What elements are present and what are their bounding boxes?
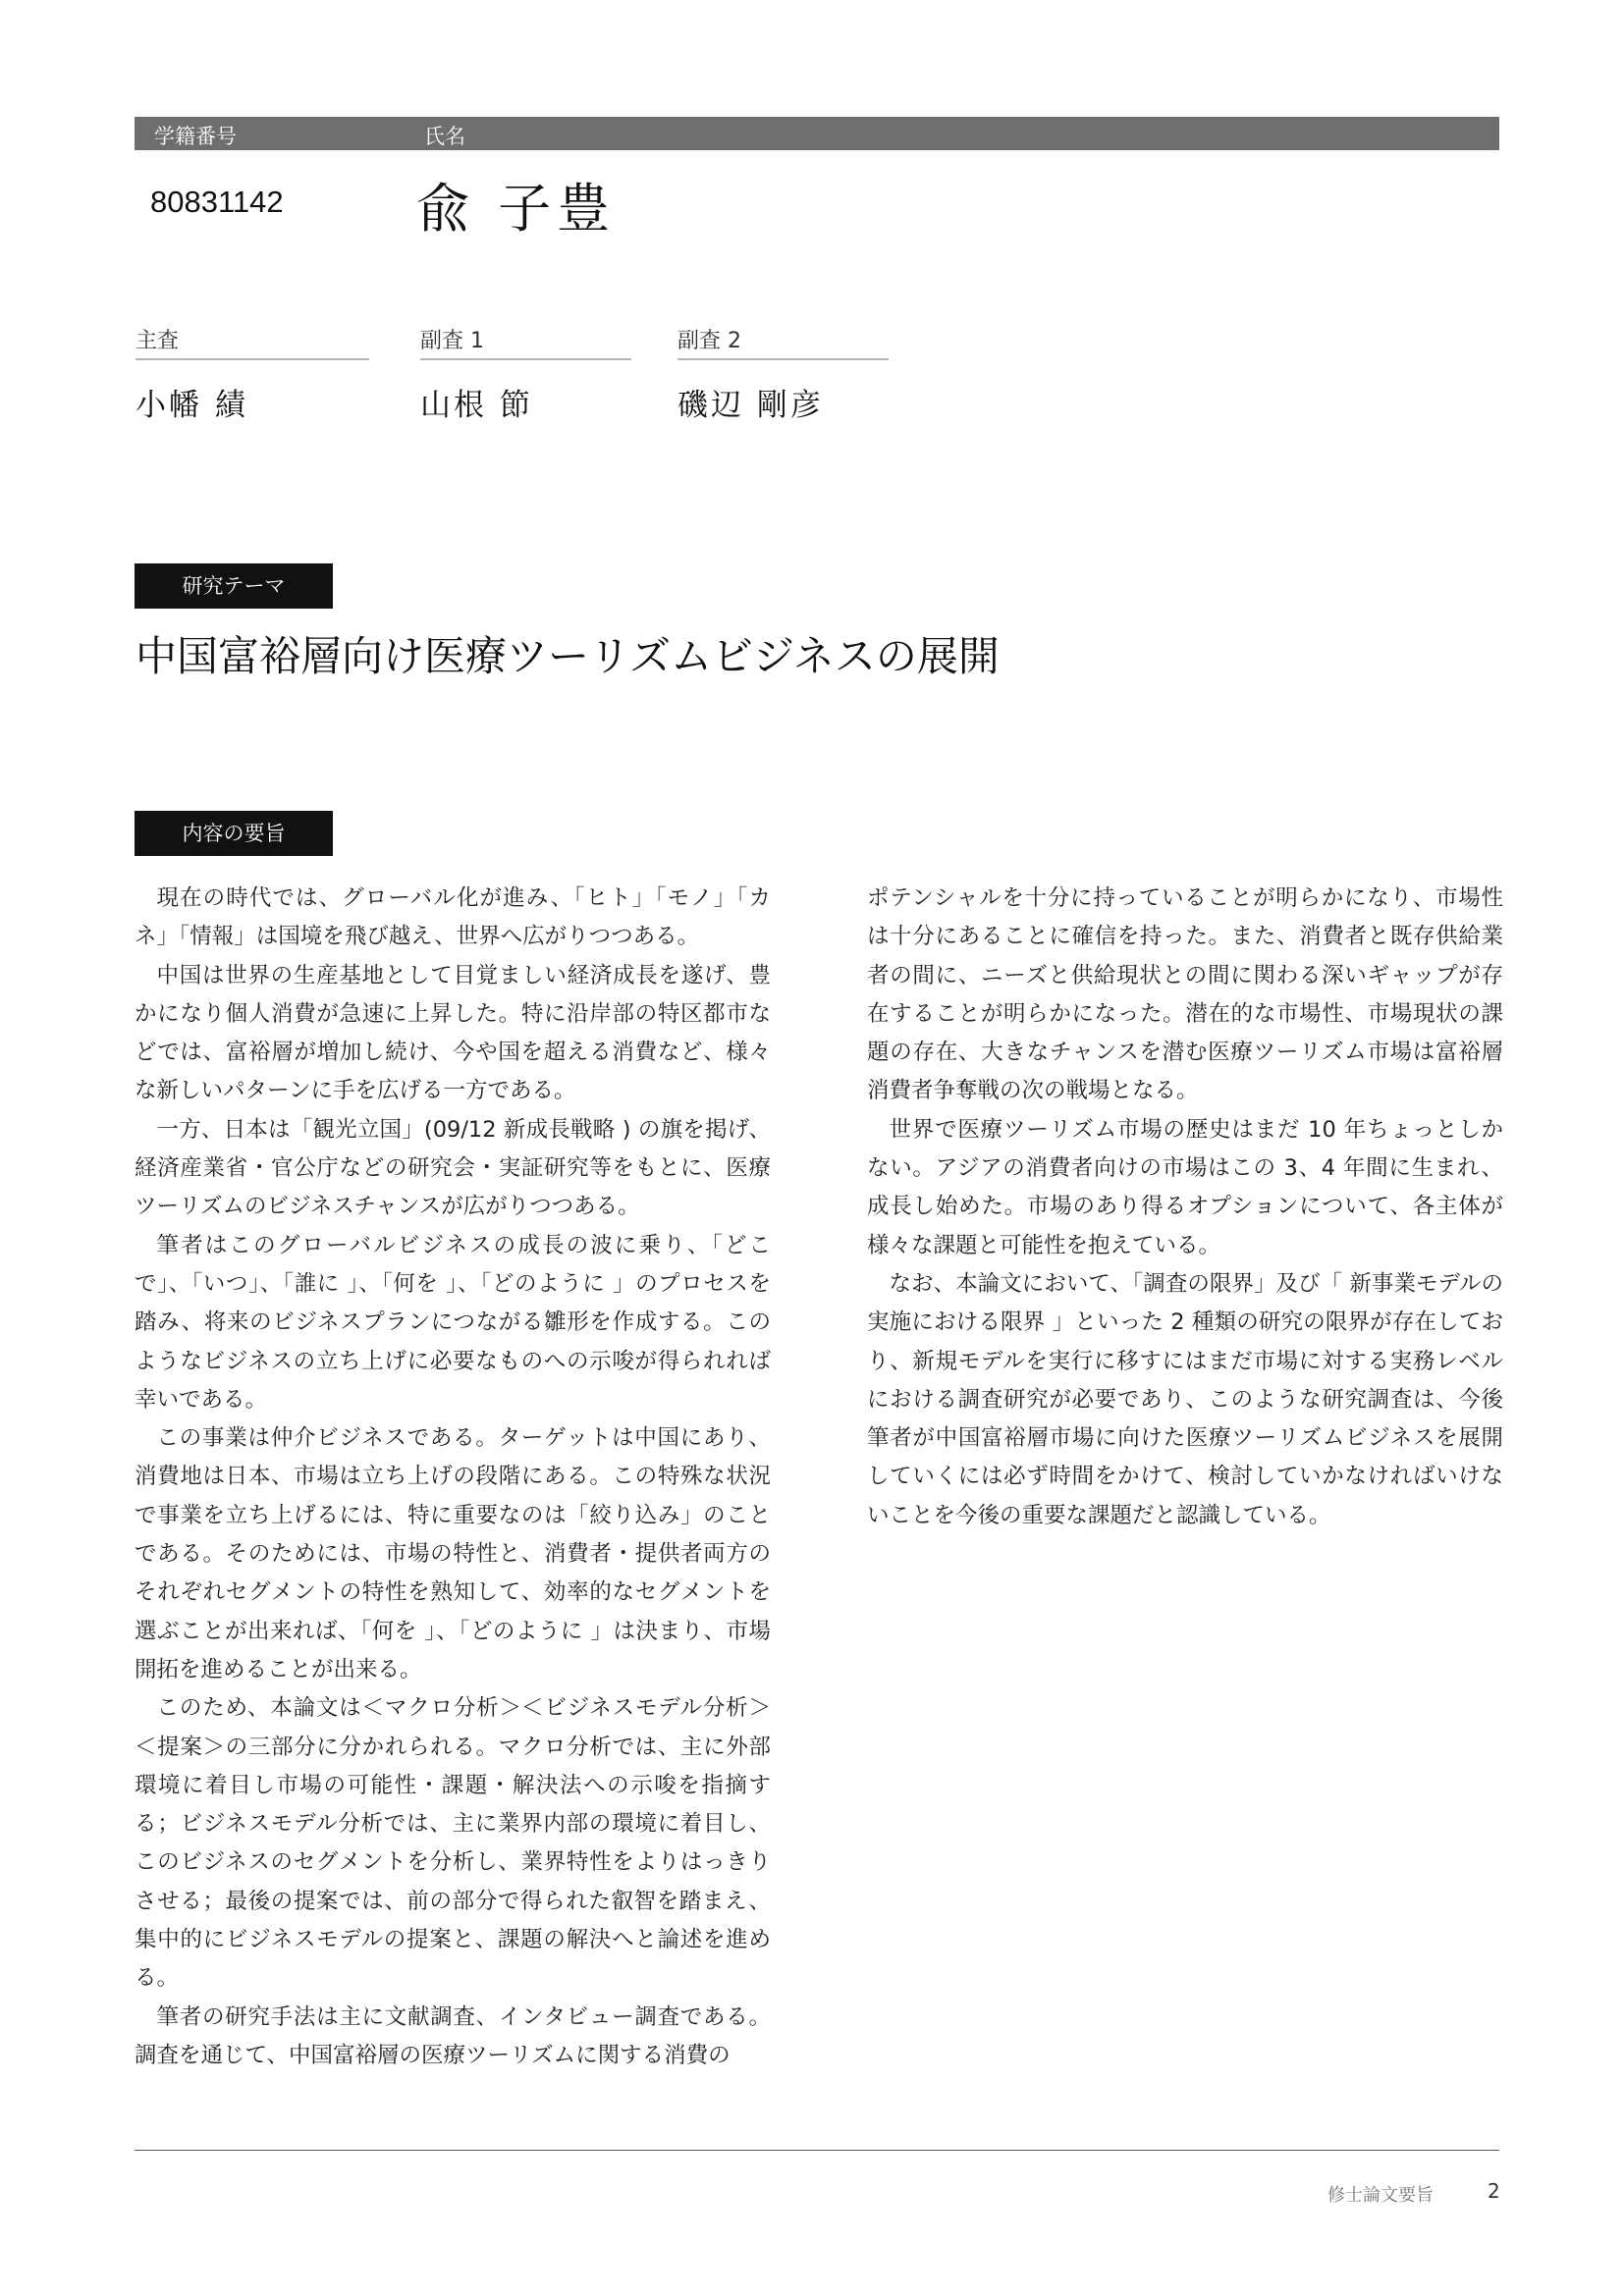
- header-bar: [135, 117, 1499, 150]
- examiner-name: 小幡 績: [135, 388, 248, 423]
- research-theme-tag: 研究テーマ: [135, 563, 333, 609]
- student-name: 兪 子豊: [416, 178, 617, 240]
- examiner-role: 副査 1: [420, 324, 631, 360]
- page-number: 2: [1488, 2179, 1500, 2203]
- paragraph: 一方、日本は「観光立国」(09/12 新成長戦略 ) の旗を掲げ、経済産業省・官公庁などの研究会・実証研究等をもとに、医療ツーリズムのビジネスチャンスが広がりつつある。: [135, 1116, 771, 1220]
- student-id-label: 学籍番号: [154, 125, 237, 148]
- paragraph: 世界で医療ツーリズム市場の歴史はまだ 10 年ちょっとしかない。アジアの消費者向けの市場はこの 3、4 年間に生まれ、成長し始めた。市場のあり得るオプションについて、各主体が様々な課題と可能性を抱えている。: [867, 1116, 1503, 1258]
- summary-tag: 内容の要旨: [135, 811, 333, 856]
- footer-label: 修士論文要旨: [1327, 2185, 1434, 2206]
- examiner-sub-2: [677, 324, 889, 424]
- paragraph: この事業は仲介ビジネスである。ターゲットは中国にあり、消費地は日本、市場は立ち上げの段階にある。この特殊な状況で事業を立ち上げるには、特に重要なのは「絞り込み」のことである。そのためには、市場の特性と、消費者・提供者両方のそれぞれセグメントの特性を熟知して、効率的なセグメントを選ぶことが出来れば、「何を 」、「どのように 」は決まり、市場開拓を進めることが出来る。: [135, 1425, 771, 1682]
- paragraph: 筆者はこのグローバルビジネスの成長の波に乗り、「どこで」、「いつ」、「誰に 」、「何を 」、「どのように 」のプロセスを踏み、将来のビジネスプランにつながる雛形を作成する。このようなビジネスの立ち上げに必要なものへの示唆が得られれば幸いである。: [135, 1232, 771, 1413]
- examiner-main: [135, 324, 369, 424]
- research-theme-title: 中国富裕層向け医療ツーリズムビジネスの展開: [135, 632, 1000, 680]
- summary-column-right: [867, 880, 1503, 1535]
- footer-divider: [135, 2150, 1499, 2151]
- name-label: 氏名: [424, 125, 465, 148]
- examiner-sub-1: [420, 324, 631, 424]
- paragraph: 中国は世界の生産基地として目覚ましい経済成長を遂げ、豊かになり個人消費が急速に上昇した。特に沿岸部の特区都市などでは、富裕層が増加し続け、今や国を超える消費など、様々な新しいパターンに手を広げる一方である。: [135, 962, 771, 1104]
- paragraph: ポテンシャルを十分に持っていることが明らかになり、市場性は十分にあることに確信を持った。また、消費者と既存供給業者の間に、ニーズと供給現状との間に関わる深いギャップが存在することが明らかになった。潜在的な市場性、市場現状の課題の存在、大きなチャンスを潜む医療ツーリズム市場は富裕層消費者争奪戦の次の戦場となる。: [867, 885, 1503, 1104]
- examiner-role: 副査 2: [677, 324, 889, 360]
- examiner-name: 山根 節: [420, 388, 533, 423]
- student-id: 80831142: [150, 185, 284, 219]
- paragraph: 現在の時代では、グローバル化が進み、「ヒト」「モノ」「カネ」「情報」は国境を飛び越え、世界へ広がりつつある。: [135, 885, 771, 950]
- paragraph: 筆者の研究手法は主に文献調査、インタビュー調査である。調査を通じて、中国富裕層の医療ツーリズムに関する消費の: [135, 2003, 771, 2068]
- summary-column-left: [135, 880, 771, 2075]
- paragraph: このため、本論文は＜マクロ分析＞＜ビジネスモデル分析＞＜提案＞の三部分に分かれられる。マクロ分析では、主に外部環境に着目し市場の可能性・課題・解決法への示唆を指摘する；ビジネスモデル分析では、主に業界内部の環境に着目し、このビジネスのセグメントを分析し、業界特性をよりはっきりさせる；最後の提案では、前の部分で得られた叡智を踏まえ、集中的にビジネスモデルの提案と、課題の解決へと論述を進める。: [135, 1695, 771, 1992]
- examiner-name: 磯辺 剛彦: [677, 388, 824, 423]
- examiner-role: 主査: [135, 324, 369, 360]
- paragraph: なお、本論文において、「調査の限界」及び「 新事業モデルの実施における限界 」といった 2 種類の研究の限界が存在しており、新規モデルを実行に移すにはまだ市場に対する実務レベルにおける調査研究が必要であり、このような研究調査は、今後筆者が中国富裕層市場に向けた医療ツーリズムビジネスを展開していくには必ず時間をかけて、検討していかなければいけないことを今後の重要な課題だと認識している。: [867, 1270, 1503, 1528]
